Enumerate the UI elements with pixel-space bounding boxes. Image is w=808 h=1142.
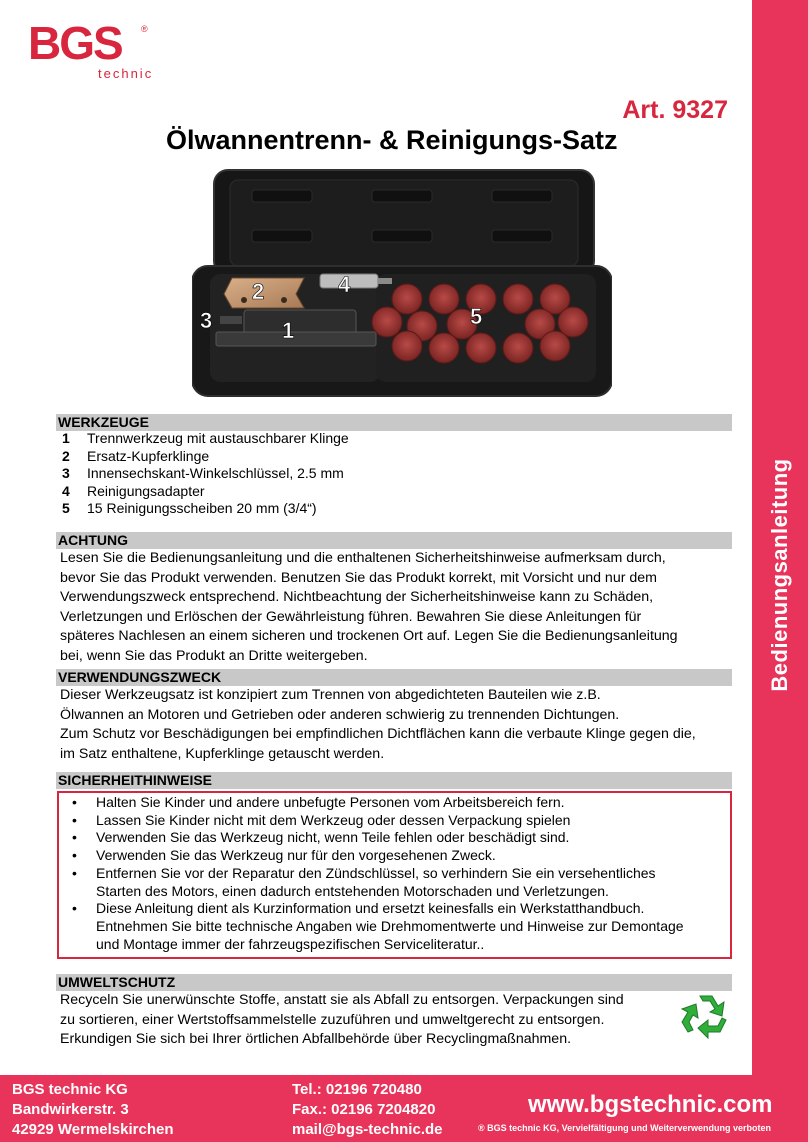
section-heading-attention: ACHTUNG [56, 532, 732, 549]
bullet: • [72, 864, 77, 881]
article-number: Art. 9327 [622, 96, 728, 124]
list-item [72, 900, 722, 953]
tool-number: 3 [62, 465, 70, 481]
photo-label-4: 4 [338, 272, 351, 297]
footer-web-link[interactable]: www.bgstechnic.com [528, 1091, 773, 1118]
section-heading-tools: WERKZEUGE [56, 414, 732, 431]
section-heading-purpose: VERWENDUNGSZWECK [56, 669, 732, 686]
text-line: Starten des Motors, einen dadurch entstehenden Motorschaden und Verletzungen. [96, 882, 609, 899]
product-photo [192, 166, 612, 398]
list-item [72, 812, 722, 830]
tool-text: Trennwerkzeug mit austauschbarer Klinge [87, 430, 349, 446]
text-line: späteres Nachlesen an einem sicheren und trockenen Ort auf. Legen Sie die Bedienungsanleitung [60, 628, 678, 644]
photo-label-2: 2 [252, 279, 265, 304]
photo-label-3: 3 [200, 308, 213, 333]
footer-city: 42929 Wermelskirchen [12, 1121, 174, 1138]
side-label: Bedienungsanleitung [767, 458, 792, 692]
text-line: Recyceln Sie unerwünschte Stoffe, anstatt sie als Abfall zu entsorgen. Verpackungen sind [60, 992, 624, 1008]
footer-tel: Tel.: 02196 720480 [292, 1081, 422, 1098]
section-heading-environment: UMWELTSCHUTZ [56, 974, 732, 991]
list-item [72, 865, 722, 900]
text-line: Verwenden Sie das Werkzeug nur für den vorgesehenen Zweck. [96, 847, 496, 864]
brand-logo [28, 17, 158, 82]
footer-street: Bandwirkerstr. 3 [12, 1101, 129, 1118]
bullet: • [72, 847, 77, 864]
tools-list [62, 430, 349, 518]
tool-text: 15 Reinigungsscheiben 20 mm (3/4“) [87, 500, 317, 516]
purpose-text [60, 686, 740, 764]
safety-list [72, 794, 722, 953]
section-heading-safety: SICHERHEITHINWEISE [56, 772, 732, 789]
tool-number: 4 [62, 482, 70, 499]
text-line: Entfernen Sie vor der Reparatur den Zündschlüssel, so verhindern Sie ein versehentliches [96, 864, 656, 881]
tool-text: Innensechskant-Winkelschlüssel, 2.5 mm [87, 465, 344, 481]
text-line: Zum Schutz vor Beschädigungen bei empfindlichen Dichtflächen kann die verbaute Klinge gegen die, [60, 726, 696, 742]
bullet: • [72, 811, 77, 828]
list-item [62, 483, 349, 501]
footer-mail-link[interactable]: mail@bgs-technic.de [292, 1121, 443, 1138]
text-line: Verwenden Sie das Werkzeug nicht, wenn Teile fehlen oder beschädigt sind. [96, 829, 570, 846]
list-item [72, 829, 722, 847]
list-item [72, 794, 722, 812]
environment-text [60, 991, 670, 1050]
photo-label-1: 1 [282, 318, 295, 343]
footer [0, 1075, 808, 1142]
text-line: Verwendungszweck entsprechend. Nichtbeachtung der Sicherheitshinweise kann zu Schäden, [60, 589, 654, 605]
text-line: Diese Anleitung dient als Kurzinformation und ersetzt keinesfalls ein Werkstatthandbuch. [96, 900, 645, 917]
text-line: Ölwannen an Motoren und Getrieben oder anderen schwierig zu trennenden Dichtungen. [60, 706, 620, 723]
page-title: Ölwannentrenn- & Reinigungs-Satz [166, 125, 618, 155]
text-line: Lassen Sie Kinder nicht mit dem Werkzeug oder dessen Verpackung spielen [96, 811, 571, 828]
tool-number: 2 [62, 447, 70, 464]
attention-text [60, 549, 740, 666]
brand-registered-mark: ® [141, 24, 148, 34]
tool-number: 1 [62, 430, 70, 446]
text-line: Erkundigen Sie sich bei Ihrer örtlichen Abfallbehörde über Recyclingmaßnahmen. [60, 1031, 572, 1047]
text-line: bevor Sie das Produkt verwenden. Benutzen Sie das Produkt korrekt, mit Vorsicht und nur dem [60, 569, 657, 586]
footer-company: BGS technic KG [12, 1081, 128, 1098]
recycle-icon [680, 992, 732, 1040]
text-line: Lesen Sie die Bedienungsanleitung und die enthaltenen Sicherheitshinweise aufmerksam durch, [60, 550, 666, 566]
list-item [72, 847, 722, 865]
text-line: Verletzungen und Erlöschen der Gewährleistung führen. Bewahren Sie diese Anleitungen für [60, 608, 642, 625]
text-line: Halten Sie Kinder und andere unbefugte Personen vom Arbeitsbereich fern. [96, 794, 565, 810]
list-item [62, 448, 349, 466]
footer-fax: Fax.: 02196 7204820 [292, 1101, 436, 1118]
list-item [62, 430, 349, 448]
text-line: und Montage immer der fahrzeugspezifischen Serviceliteratur.. [96, 935, 485, 952]
text-line: im Satz enthaltene, Kupferklinge getauscht werden. [60, 745, 385, 762]
brand-logo-subtext: technic [98, 66, 154, 81]
brand-logo-text: BGS [28, 17, 122, 69]
text-line: Dieser Werkzeugsatz ist konzipiert zum Trennen von abgedichteten Bauteilen wie z.B. [60, 687, 601, 703]
list-item [62, 500, 349, 518]
footer-copyright: ® BGS technic KG, Vervielfältigung und Weiterverwendung verboten [478, 1123, 772, 1133]
tool-text: Ersatz-Kupferklinge [87, 447, 210, 464]
bullet: • [72, 829, 77, 846]
photo-label-5: 5 [470, 304, 483, 329]
tool-text: Reinigungsadapter [87, 482, 205, 499]
list-item [62, 465, 349, 483]
tool-number: 5 [62, 500, 70, 516]
text-line: zu sortieren, einer Wertstoffsammelstelle zuzuführen und umweltgerecht zu entsorgen. [60, 1011, 605, 1028]
bullet: • [72, 900, 77, 917]
bullet: • [72, 794, 77, 810]
text-line: Entnehmen Sie bitte technische Angaben wie Drehmomentwerte und Hinweise zur Demontage [96, 917, 684, 934]
text-line: bei, wenn Sie das Produkt an Dritte weitergeben. [60, 647, 368, 664]
